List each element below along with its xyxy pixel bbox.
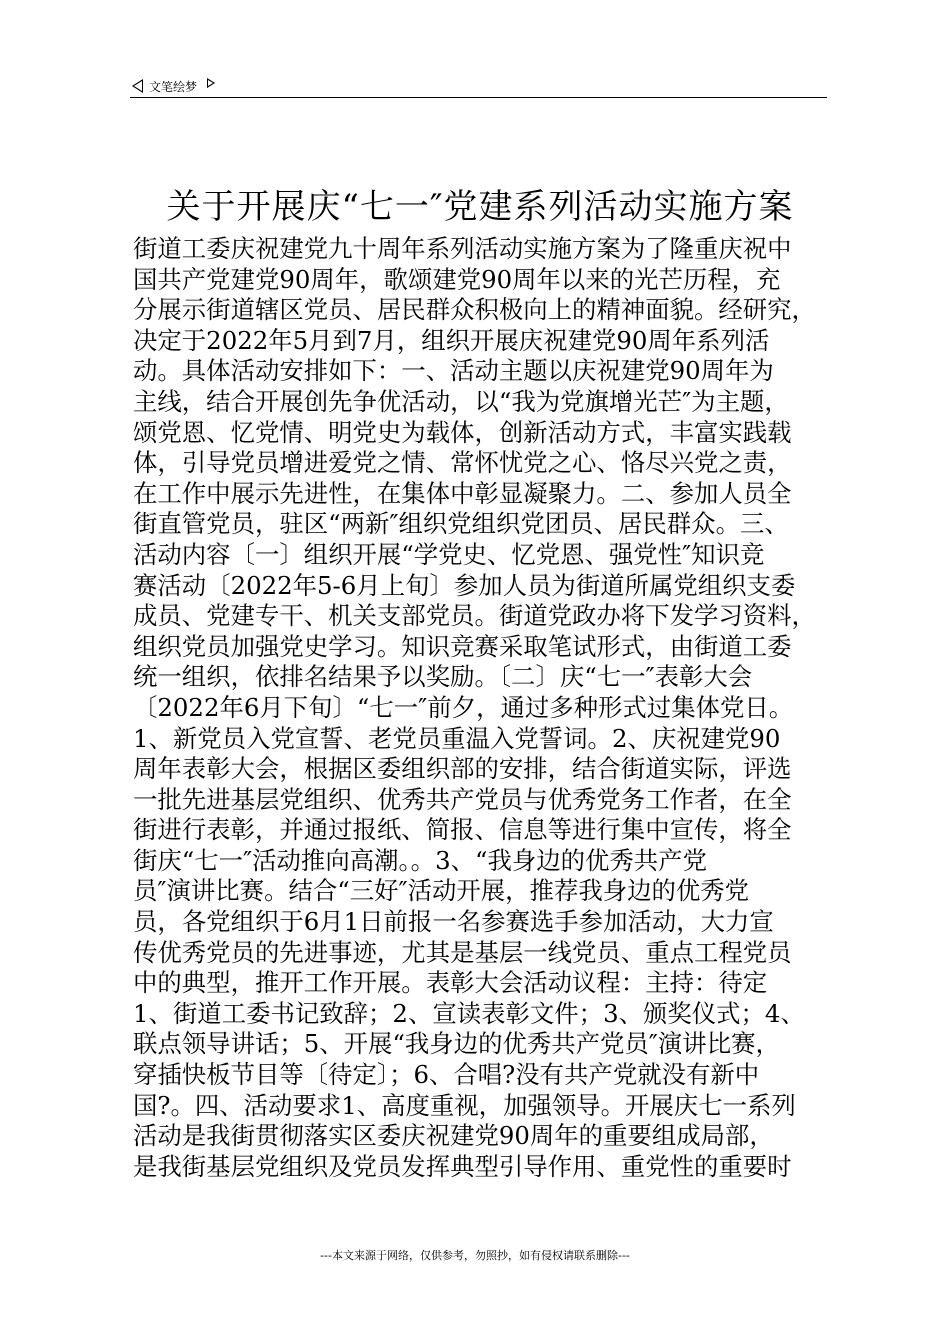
body-line: 活动是我街贯彻落实区委庆祝建党90周年的重要组成局部，	[133, 1121, 774, 1151]
body-line: 联点领导讲话；5、开展“我身边的优秀共产党员″演讲比赛，	[133, 1029, 780, 1059]
body-line: 周年表彰大会，根据区委组织部的安排，结合街道实际，评选	[133, 754, 792, 784]
body-line: 主线，结合开展创先争优活动，以“我为党旗增光芒″为主题，	[133, 386, 789, 416]
body-line: 活动内容〔一〕组织开展“学党史、忆党恩、强党性″知识竞	[133, 539, 765, 569]
body-line: 街直管党员，驻区“两新″组织党组织党团员、居民群众。三、	[133, 509, 789, 539]
body-line: 员″演讲比赛。结合“三好″活动开展，推荐我身边的优秀党	[133, 876, 750, 906]
body-line: 街庆“七一″活动推向高潮。。3、“我身边的优秀共产党	[133, 845, 707, 875]
body-line: 传优秀党员的先进事迹，尤其是基层一线党员、重点工程党员	[133, 937, 792, 967]
body-line: 穿插快板节目等〔待定〕；6、合唱?没有共产党就没有新中	[133, 1060, 760, 1090]
body-line: 成员、党建专干、机关支部党员。街道党政办将下发学习资料，	[133, 601, 816, 631]
body-line: 1、街道工委书记致辞；2、宣读表彰文件；3、颁奖仪式；4、	[133, 998, 805, 1028]
body-line: 1、新党员入党宣誓、老党员重温入党誓词。2、庆祝建党90	[133, 723, 781, 753]
document-body	[133, 234, 843, 1182]
header-divider	[130, 97, 827, 98]
triangle-left-icon	[132, 79, 143, 93]
body-line: 统一组织，依排名结果予以奖励。〔二〕庆“七一″表彰大会	[133, 662, 753, 692]
body-line: 〔2022年6月下旬〕“七一″前夕，通过多种形式过集体党日。	[133, 692, 794, 722]
header-brand: 文笔绘梦	[149, 79, 198, 94]
body-line: 中的典型，推开工作开展。表彰大会活动议程：主持：待定	[133, 968, 768, 998]
body-line: 国?。四、活动要求1、高度重视，加强领导。开展庆七一系列	[133, 1090, 796, 1120]
body-line: 街道工委庆祝建党九十周年系列活动实施方案为了隆重庆祝中	[133, 234, 792, 263]
body-line: 分展示街道辖区党员、居民群众积极向上的精神面貌。经研究，	[133, 295, 816, 325]
body-line: 体，引导党员增进爱党之情、常怀忧党之心、恪尽兴党之责，	[133, 448, 792, 478]
body-line: 动。具体活动安排如下：一、活动主题以庆祝建党90周年为	[133, 356, 774, 386]
body-line: 一批先进基层党组织、优秀共产党员与优秀党务工作者，在全	[133, 784, 792, 814]
body-line: 是我街基层党组织及党员发挥典型引导作用、重党性的重要时	[133, 1151, 792, 1181]
document-title: 关于开展庆“七一″党建系列活动实施方案	[166, 187, 794, 227]
page-footer: ---本文来源于网络，仅供参考，勿照抄，如有侵权请联系删除---	[320, 1249, 630, 1262]
body-line: 颂党恩、忆党情、明党史为载体，创新活动方式，丰富实践载	[133, 417, 792, 447]
body-line: 在工作中展示先进性，在集体中彰显凝聚力。二、参加人员全	[133, 478, 792, 508]
triangle-right-icon	[207, 78, 215, 88]
body-line: 街进行表彰，并通过报纸、简报、信息等进行集中宣传，将全	[133, 815, 792, 845]
body-line: 组织党员加强党史学习。知识竞赛采取笔试形式，由街道工委	[133, 631, 792, 661]
body-line: 国共产党建党90周年，歌颂建党90周年以来的光芒历程，充	[133, 264, 781, 294]
page-header	[132, 76, 215, 96]
body-line: 员，各党组织于6月1日前报一名参赛选手参加活动，大力宣	[133, 907, 774, 937]
body-line: 决定于2022年5月到7月，组织开展庆祝建党90周年系列活	[133, 325, 770, 355]
body-line: 赛活动〔2022年5-6月上旬〕参加人员为街道所属党组织支委	[133, 570, 796, 600]
